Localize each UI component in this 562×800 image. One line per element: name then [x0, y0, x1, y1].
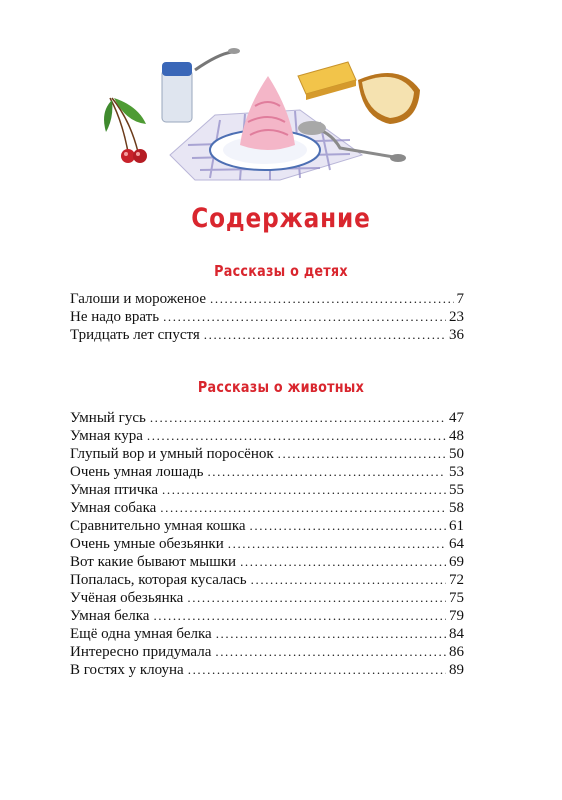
toc-item-title: Умная кура	[70, 428, 143, 444]
page-title: Содержание	[191, 203, 371, 234]
toc-item[interactable]	[70, 625, 464, 643]
dot-leader	[210, 290, 454, 308]
toc-item[interactable]	[70, 427, 464, 445]
toc-item-title: Умная птичка	[70, 482, 159, 498]
toc-list-children	[70, 290, 464, 344]
toc-item[interactable]	[70, 517, 464, 535]
toc-item-page: 84	[449, 626, 464, 642]
toc-item[interactable]	[70, 326, 464, 344]
toc-item-title: Умная собака	[70, 500, 157, 516]
dot-leader	[163, 308, 446, 326]
toc-item[interactable]	[70, 589, 464, 607]
dot-leader	[187, 589, 446, 607]
toc-item[interactable]	[70, 661, 464, 679]
still-life-illustration	[100, 40, 420, 200]
dot-leader	[228, 535, 446, 553]
toc-item[interactable]	[70, 445, 464, 463]
toc-list-animals	[70, 409, 464, 679]
toc-item-page: 79	[449, 608, 464, 624]
toc-item-title: Ещё одна умная белка	[70, 626, 212, 642]
dot-leader	[204, 326, 446, 344]
toc-item-title: Тридцать лет спустя	[70, 327, 200, 343]
toc-item[interactable]	[70, 481, 464, 499]
toc-item[interactable]	[70, 535, 464, 553]
toc-item-page: 89	[449, 662, 464, 678]
toc-item[interactable]	[70, 308, 464, 326]
wafer-icon	[298, 62, 356, 100]
dot-leader	[251, 571, 446, 589]
toc-item-title: Вот какие бывают мышки	[70, 554, 237, 570]
toc-item-page: 64	[449, 536, 464, 552]
toc-item[interactable]	[70, 571, 464, 589]
toc-item[interactable]	[70, 463, 464, 481]
dot-leader	[278, 445, 446, 463]
cherries-icon	[104, 98, 147, 163]
toc-item-title: Не надо врать	[70, 309, 160, 325]
toc-item-title: Умная белка	[70, 608, 150, 624]
toc-item-page: 7	[456, 291, 464, 307]
toc-item[interactable]	[70, 643, 464, 661]
toc-item-page: 75	[449, 590, 464, 606]
toc-item[interactable]	[70, 553, 464, 571]
dot-leader	[160, 499, 446, 517]
toc-item-page: 47	[449, 410, 464, 426]
toc-item-page: 58	[449, 500, 464, 516]
toc-item-page: 86	[449, 644, 464, 660]
dot-leader	[207, 463, 446, 481]
toc-item-page: 23	[449, 309, 464, 325]
toc-item-title: Глупый вор и умный поросёнок	[70, 446, 274, 462]
toc-item-title: Учёная обезьянка	[70, 590, 184, 606]
toc-item-page: 69	[449, 554, 464, 570]
toc-item-title: В гостях у клоуна	[70, 662, 184, 678]
toc-item-title: Очень умная лошадь	[70, 464, 204, 480]
dot-leader	[150, 409, 446, 427]
toc-item-page: 61	[449, 518, 464, 534]
dot-leader	[153, 607, 446, 625]
dot-leader	[250, 517, 446, 535]
dot-leader	[147, 427, 446, 445]
salt-shaker-icon	[162, 48, 240, 122]
dot-leader	[215, 643, 446, 661]
toc-item-title: Сравнительно умная кошка	[70, 518, 246, 534]
toc-item[interactable]	[70, 607, 464, 625]
dot-leader	[240, 553, 446, 571]
bread-icon	[358, 73, 420, 124]
toc-item[interactable]	[70, 499, 464, 517]
toc-item-title: Попалась, которая кусалась	[70, 572, 247, 588]
section-title-animals: Рассказы о животных	[197, 378, 365, 396]
toc-item-title: Галоши и мороженое	[70, 291, 206, 307]
toc-item-title: Очень умные обезьянки	[70, 536, 224, 552]
dot-leader	[188, 661, 446, 679]
toc-item-title: Интересно придумала	[70, 644, 212, 660]
toc-item-page: 53	[449, 464, 464, 480]
toc-item-title: Умный гусь	[70, 410, 146, 426]
toc-item[interactable]	[70, 409, 464, 427]
toc-item-page: 36	[449, 327, 464, 343]
dot-leader	[162, 481, 446, 499]
dot-leader	[216, 625, 446, 643]
toc-item[interactable]	[70, 290, 464, 308]
section-title-children: Рассказы о детях	[214, 262, 348, 280]
toc-item-page: 50	[449, 446, 464, 462]
toc-item-page: 72	[449, 572, 464, 588]
toc-item-page: 55	[449, 482, 464, 498]
toc-item-page: 48	[449, 428, 464, 444]
